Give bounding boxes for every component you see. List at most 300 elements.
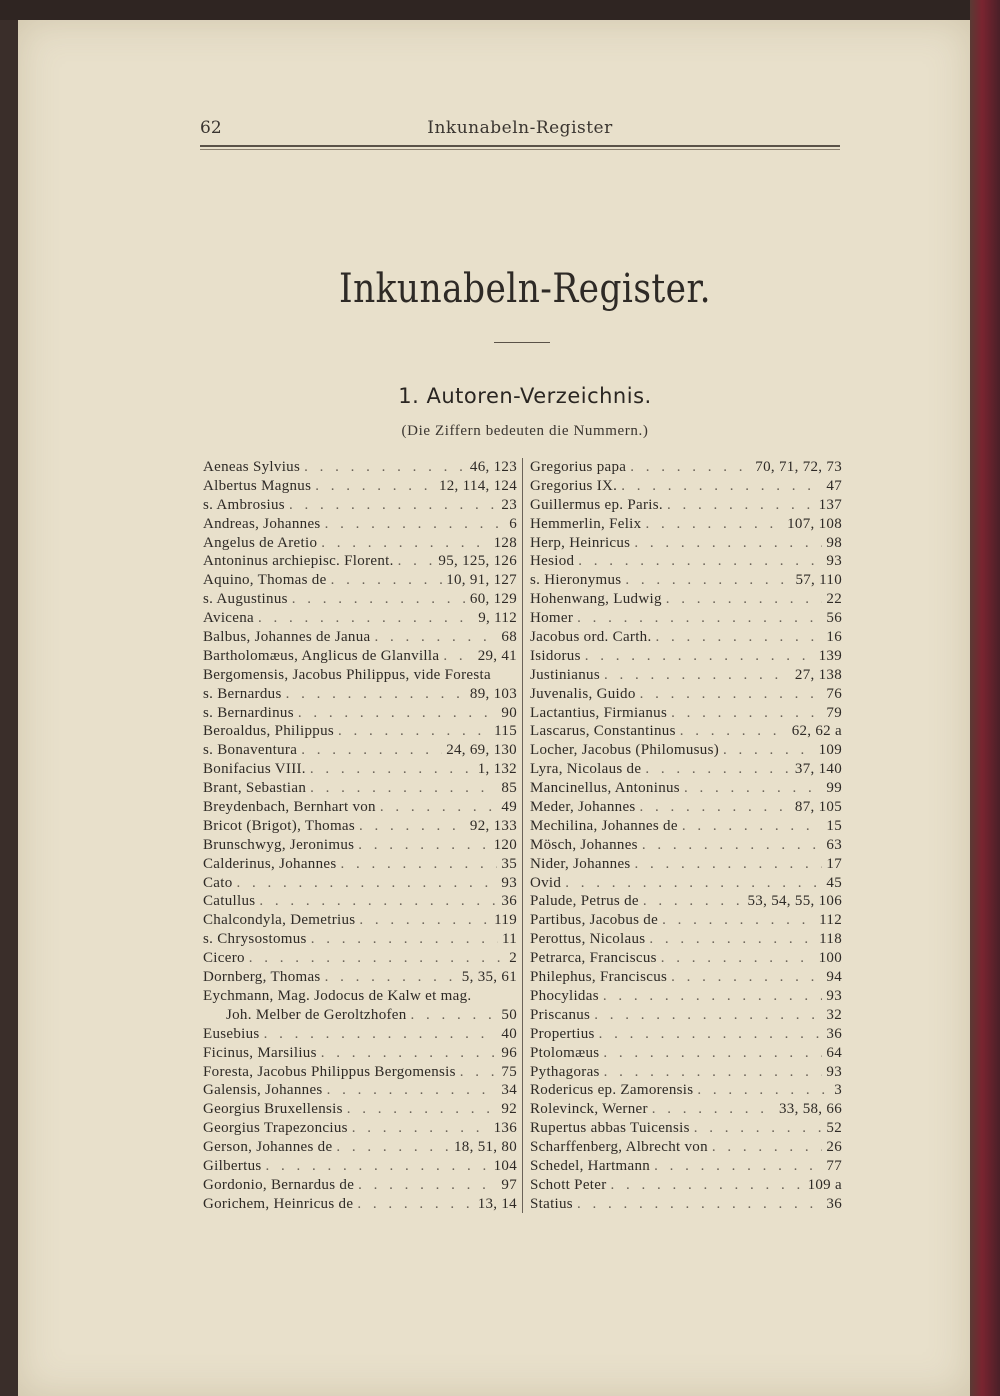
index-entry — [203, 609, 517, 628]
author-name: Eusebius — [203, 1025, 260, 1042]
index-entry — [203, 930, 517, 949]
entry-numbers: 77 — [826, 1157, 842, 1174]
index-entry — [530, 534, 842, 553]
entry-numbers: 94 — [826, 969, 842, 986]
author-name: Ficinus, Marsilius — [203, 1044, 317, 1061]
entry-numbers: 36 — [826, 1195, 842, 1212]
index-entry — [530, 1025, 842, 1044]
index-entry — [203, 458, 517, 477]
dot-leader — [684, 779, 822, 798]
dot-leader — [321, 1044, 498, 1063]
dot-leader — [352, 1119, 490, 1138]
entry-numbers: 52 — [826, 1120, 842, 1137]
author-name: Hohenwang, Ludwig — [530, 591, 662, 608]
dot-leader — [577, 609, 822, 628]
author-name: Phocylidas — [530, 987, 599, 1004]
dot-leader — [315, 477, 435, 496]
entry-numbers: 23 — [501, 496, 517, 513]
entry-numbers: 96 — [501, 1044, 517, 1061]
author-name: s. Hieronymus — [530, 572, 622, 589]
author-name: Propertius — [530, 1025, 595, 1042]
entry-numbers: 1, 132 — [477, 761, 517, 778]
index-entry — [203, 685, 517, 704]
author-name: s. Ambrosius — [203, 496, 285, 513]
author-name: Brunschwyg, Jeronimus — [203, 836, 355, 853]
index-entry — [530, 949, 842, 968]
dot-leader — [697, 1081, 830, 1100]
index-entry — [203, 1119, 517, 1138]
entry-numbers: 40 — [501, 1025, 517, 1042]
index-entry — [203, 552, 517, 571]
entry-numbers: 10, 91, 127 — [446, 572, 517, 589]
entry-numbers: 15 — [826, 817, 842, 834]
index-entry — [203, 1006, 517, 1025]
index-entry — [203, 1195, 517, 1214]
author-name: Bergomensis, Jacobus Philippus, vide Foresta — [203, 666, 491, 683]
author-name: Meder, Johannes — [530, 799, 636, 816]
index-entry — [530, 1195, 842, 1214]
entry-numbers: 139 — [818, 647, 842, 664]
dot-leader — [682, 817, 823, 836]
dot-leader — [611, 1176, 804, 1195]
dot-leader — [359, 817, 466, 836]
entry-numbers: 100 — [818, 950, 842, 967]
dot-leader — [603, 987, 823, 1006]
author-name: Gregorius IX. — [530, 477, 618, 494]
author-index-left-column — [203, 458, 517, 1214]
dot-leader — [667, 496, 815, 515]
entry-numbers: 120 — [493, 836, 517, 853]
dot-leader — [565, 874, 822, 893]
dot-leader — [603, 1044, 822, 1063]
author-name: Gilbertus — [203, 1157, 262, 1174]
author-name: Rolevinck, Werner — [530, 1101, 648, 1118]
entry-numbers: 47 — [826, 477, 842, 494]
author-name: Ptolomæus — [530, 1044, 600, 1061]
entry-numbers: 33, 58, 66 — [779, 1101, 842, 1118]
dot-leader — [640, 798, 791, 817]
author-name: Beroaldus, Philippus — [203, 723, 335, 740]
running-head — [200, 118, 840, 140]
index-entry — [203, 722, 517, 741]
dot-leader — [258, 609, 474, 628]
author-name: Georgius Bruxellensis — [203, 1101, 343, 1118]
entry-numbers: 18, 51, 80 — [454, 1139, 517, 1156]
index-entry — [203, 949, 517, 968]
index-entry — [203, 817, 517, 836]
index-entry — [203, 911, 517, 930]
dot-leader — [661, 949, 815, 968]
index-entry — [530, 685, 842, 704]
dot-leader — [237, 874, 498, 893]
dot-leader — [645, 515, 783, 534]
author-name: Lactantius, Firmianus — [530, 704, 668, 721]
index-entry — [530, 552, 842, 571]
dot-leader — [625, 571, 791, 590]
index-entry — [530, 1138, 842, 1157]
dot-leader — [321, 534, 489, 553]
index-entry — [203, 1100, 517, 1119]
entry-numbers: 29, 41 — [477, 647, 517, 664]
index-entry — [203, 590, 517, 609]
entry-numbers: 3 — [834, 1082, 842, 1099]
index-entry — [203, 1157, 517, 1176]
index-entry — [530, 987, 842, 1006]
author-name: Antoninus archiepisc. Florent. — [203, 553, 394, 570]
index-entry — [203, 798, 517, 817]
dot-leader — [443, 647, 473, 666]
author-name: Gerson, Johannes de — [203, 1139, 333, 1156]
entry-numbers: 68 — [501, 629, 517, 646]
dot-leader — [347, 1100, 498, 1119]
entry-numbers: 79 — [826, 704, 842, 721]
index-entry — [203, 647, 517, 666]
dot-leader — [604, 666, 791, 685]
index-entry — [203, 987, 517, 1006]
entry-numbers: 26 — [826, 1139, 842, 1156]
scan-top-edge — [0, 0, 1000, 20]
index-entry — [530, 704, 842, 723]
index-entry — [203, 741, 517, 760]
author-name: Calderinus, Johannes — [203, 855, 337, 872]
entry-numbers: 119 — [494, 912, 517, 929]
author-name: Schedel, Hartmann — [530, 1157, 651, 1174]
author-name: Lascarus, Constantinus — [530, 723, 676, 740]
index-entry — [530, 1044, 842, 1063]
index-entry — [530, 458, 842, 477]
author-name: Pythagoras — [530, 1063, 600, 1080]
author-name: Angelus de Aretio — [203, 534, 318, 551]
dot-leader — [327, 1081, 498, 1100]
author-name: Catullus — [203, 893, 256, 910]
dot-leader — [654, 1157, 822, 1176]
index-entry — [530, 911, 842, 930]
author-name: Georgius Trapezoncius — [203, 1120, 348, 1137]
entry-numbers: 57, 110 — [795, 572, 842, 589]
entry-numbers: 53, 54, 55, 106 — [747, 893, 842, 910]
index-entry — [203, 496, 517, 515]
entry-numbers: 63 — [826, 836, 842, 853]
entry-numbers: 92, 133 — [469, 817, 517, 834]
dot-leader — [340, 855, 497, 874]
entry-numbers: 109 — [818, 742, 842, 759]
author-name: Joh. Melber de Geroltzhofen — [226, 1006, 407, 1023]
entry-numbers: 93 — [826, 1063, 842, 1080]
dot-leader — [286, 685, 466, 704]
index-entry — [203, 968, 517, 987]
index-entry — [203, 666, 517, 685]
entry-numbers: 12, 114, 124 — [438, 477, 517, 494]
entry-numbers: 34 — [501, 1082, 517, 1099]
dot-leader — [359, 911, 490, 930]
dot-leader — [723, 741, 815, 760]
author-name: Mechilina, Johannes de — [530, 817, 678, 834]
entry-numbers: 37, 140 — [794, 761, 842, 778]
book-spine-edge — [970, 0, 1000, 1396]
author-name: Petrarca, Franciscus — [530, 950, 657, 967]
index-entry — [203, 1044, 517, 1063]
author-name: Cicero — [203, 950, 245, 967]
author-name: Palude, Petrus de — [530, 893, 639, 910]
index-entry — [530, 760, 842, 779]
author-name: Hemmerlin, Felix — [530, 515, 642, 532]
entry-numbers: 2 — [509, 950, 517, 967]
entry-numbers: 32 — [826, 1006, 842, 1023]
dot-leader — [398, 552, 435, 571]
index-entry — [530, 817, 842, 836]
index-entry — [203, 515, 517, 534]
index-entry — [530, 666, 842, 685]
entry-numbers: 56 — [826, 610, 842, 627]
index-entry — [203, 779, 517, 798]
entry-numbers: 137 — [818, 496, 842, 513]
dot-leader — [604, 1063, 823, 1082]
index-entry — [530, 1081, 842, 1100]
entry-numbers: 22 — [826, 591, 842, 608]
index-entry — [530, 571, 842, 590]
dot-leader — [712, 1138, 822, 1157]
dot-leader — [266, 1157, 490, 1176]
author-name: Cato — [203, 874, 233, 891]
dot-leader — [292, 590, 466, 609]
author-name: Rupertus abbas Tuicensis — [530, 1120, 690, 1137]
index-entry — [530, 496, 842, 515]
entry-numbers: 45 — [826, 874, 842, 891]
entry-numbers: 112 — [819, 912, 842, 929]
dot-leader — [310, 760, 474, 779]
dot-leader — [630, 458, 751, 477]
dot-leader — [599, 1025, 823, 1044]
author-name: Justinianus — [530, 666, 600, 683]
author-name: Bonifacius VIII. — [203, 761, 306, 778]
dot-leader — [460, 1063, 498, 1082]
entry-numbers: 118 — [819, 931, 842, 948]
dot-leader — [594, 1006, 822, 1025]
author-name: Gregorius papa — [530, 459, 627, 475]
dot-leader — [301, 741, 442, 760]
index-entry — [203, 571, 517, 590]
author-name: Schott Peter — [530, 1176, 607, 1193]
dot-leader — [662, 911, 815, 930]
author-name: s. Chrysostomus — [203, 931, 307, 948]
author-name: Ovid — [530, 874, 562, 891]
author-name: s. Bonaventura — [203, 742, 298, 759]
section-note: (Die Ziffern bedeuten die Nummern.) — [401, 423, 649, 439]
entry-numbers: 9, 112 — [478, 610, 517, 627]
entry-numbers: 36 — [826, 1025, 842, 1042]
author-name: Balbus, Johannes de Janua — [203, 629, 371, 646]
entry-numbers: 92 — [501, 1101, 517, 1118]
author-name: Galensis, Johannes — [203, 1082, 323, 1099]
entry-numbers: 95, 125, 126 — [438, 553, 517, 570]
entry-numbers: 11 — [501, 931, 517, 948]
author-name: Partibus, Jacobus de — [530, 912, 659, 929]
entry-numbers: 93 — [501, 874, 517, 891]
author-name: Aeneas Sylvius — [203, 459, 301, 475]
entry-numbers: 97 — [501, 1176, 517, 1193]
entry-numbers: 109 a — [807, 1176, 842, 1193]
index-entry — [203, 855, 517, 874]
entry-numbers: 13, 14 — [477, 1195, 517, 1212]
author-name: Mancinellus, Antoninus — [530, 780, 680, 797]
author-name: Brant, Sebastian — [203, 780, 307, 797]
author-name: Locher, Jacobus (Philomusus) — [530, 742, 720, 759]
entry-numbers: 76 — [826, 685, 842, 702]
dot-leader — [585, 647, 815, 666]
index-entry — [530, 930, 842, 949]
entry-numbers: 64 — [826, 1044, 842, 1061]
index-entry — [203, 1138, 517, 1157]
dot-leader — [325, 968, 458, 987]
dot-leader — [298, 704, 498, 723]
entry-numbers: 62, 62 a — [791, 723, 842, 740]
entry-numbers: 85 — [501, 780, 517, 797]
index-entry — [203, 760, 517, 779]
author-name: Aquino, Thomas de — [203, 572, 327, 589]
dot-leader — [671, 968, 822, 987]
entry-numbers: 93 — [826, 553, 842, 570]
author-name: Andreas, Johannes — [203, 515, 321, 532]
index-entry — [530, 1100, 842, 1119]
index-entry — [530, 477, 842, 496]
dot-leader — [640, 685, 823, 704]
dot-leader — [652, 1100, 775, 1119]
author-name: Guillermus ep. Paris. — [530, 496, 663, 513]
dot-leader — [358, 836, 489, 855]
dot-leader — [645, 760, 791, 779]
entry-numbers: 75 — [501, 1063, 517, 1080]
index-entry — [530, 968, 842, 987]
dot-leader — [357, 1195, 473, 1214]
index-entry — [530, 855, 842, 874]
index-entry — [203, 836, 517, 855]
index-entry — [203, 1081, 517, 1100]
dot-leader — [311, 930, 498, 949]
author-name: Hesiod — [530, 553, 575, 570]
entry-numbers: 90 — [501, 704, 517, 721]
dot-leader — [325, 515, 506, 534]
author-name: s. Bernardus — [203, 685, 282, 702]
entry-numbers: 17 — [826, 855, 842, 872]
author-name: Gordonio, Bernardus de — [203, 1176, 355, 1193]
index-entry — [203, 874, 517, 893]
entry-numbers: 136 — [493, 1120, 517, 1137]
author-name: Bricot (Brigot), Thomas — [203, 817, 356, 834]
dot-leader — [411, 1006, 498, 1025]
author-name: Lyra, Nicolaus de — [530, 761, 642, 778]
index-entry — [530, 590, 842, 609]
entry-numbers: 35 — [501, 855, 517, 872]
dot-leader — [578, 552, 822, 571]
index-entry — [530, 874, 842, 893]
entry-numbers: 99 — [826, 780, 842, 797]
index-entry — [530, 779, 842, 798]
author-name: Nider, Johannes — [530, 855, 631, 872]
author-name: Mösch, Johannes — [530, 836, 638, 853]
dot-leader — [577, 1195, 822, 1214]
index-entry — [530, 722, 842, 741]
entry-numbers: 6 — [509, 515, 517, 532]
dot-leader — [642, 836, 823, 855]
index-entry — [530, 798, 842, 817]
entry-numbers: 104 — [493, 1157, 517, 1174]
page-number: 62 — [200, 118, 222, 138]
dot-leader — [338, 722, 490, 741]
column-divider — [522, 458, 523, 1213]
index-entry — [530, 892, 842, 911]
entry-numbers: 107, 108 — [787, 515, 842, 532]
entry-numbers: 98 — [826, 534, 842, 551]
dot-leader — [671, 704, 822, 723]
dot-leader — [656, 628, 823, 647]
dot-leader — [643, 892, 744, 911]
entry-numbers: 60, 129 — [469, 591, 517, 608]
entry-numbers: 50 — [501, 1006, 517, 1023]
dot-leader — [380, 798, 498, 817]
author-name: s. Bernardinus — [203, 704, 294, 721]
entry-numbers: 93 — [826, 987, 842, 1004]
entry-numbers: 49 — [501, 799, 517, 816]
entry-numbers: 16 — [826, 629, 842, 646]
author-name: Rodericus ep. Zamorensis — [530, 1082, 694, 1099]
index-entry — [530, 1157, 842, 1176]
author-name: Perottus, Nicolaus — [530, 931, 646, 948]
dot-leader — [649, 930, 815, 949]
entry-numbers: 70, 71, 72, 73 — [755, 459, 842, 475]
author-name: Juvenalis, Guido — [530, 685, 636, 702]
header-rule — [200, 145, 840, 150]
entry-numbers: 27, 138 — [794, 666, 842, 683]
title-divider — [494, 342, 550, 343]
dot-leader — [635, 855, 823, 874]
entry-numbers: 128 — [493, 534, 517, 551]
author-name: Dornberg, Thomas — [203, 969, 321, 986]
dot-leader — [264, 1025, 498, 1044]
author-name: Foresta, Jacobus Philippus Bergomensis — [203, 1063, 456, 1080]
author-name: Chalcondyla, Demetrius — [203, 912, 356, 929]
dot-leader — [289, 496, 497, 515]
index-entry — [203, 477, 517, 496]
index-entry — [530, 741, 842, 760]
index-entry — [530, 609, 842, 628]
author-name: Eychmann, Mag. Jodocus de Kalw et mag. — [203, 987, 472, 1004]
index-entry — [530, 628, 842, 647]
dot-leader — [331, 571, 443, 590]
index-entry — [203, 1063, 517, 1082]
author-name: Gorichem, Heinricus de — [203, 1195, 354, 1212]
entry-numbers: 115 — [494, 723, 517, 740]
dot-leader — [694, 1119, 823, 1138]
dot-leader — [336, 1138, 450, 1157]
author-name: Herp, Heinricus — [530, 534, 631, 551]
entry-numbers: 24, 69, 130 — [446, 742, 517, 759]
dot-leader — [259, 892, 497, 911]
author-name: s. Augustinus — [203, 591, 288, 608]
index-entry — [530, 1119, 842, 1138]
author-index-right-column — [530, 458, 842, 1214]
dot-leader — [310, 779, 497, 798]
dot-leader — [358, 1176, 497, 1195]
index-entry — [530, 1006, 842, 1025]
author-name: Avicena — [203, 610, 254, 627]
dot-leader — [634, 534, 822, 553]
index-entry — [203, 1176, 517, 1195]
dot-leader — [249, 949, 505, 968]
author-name: Albertus Magnus — [203, 477, 312, 494]
entry-numbers: 5, 35, 61 — [461, 969, 517, 986]
author-name: Homer — [530, 610, 574, 627]
dot-leader — [666, 590, 823, 609]
